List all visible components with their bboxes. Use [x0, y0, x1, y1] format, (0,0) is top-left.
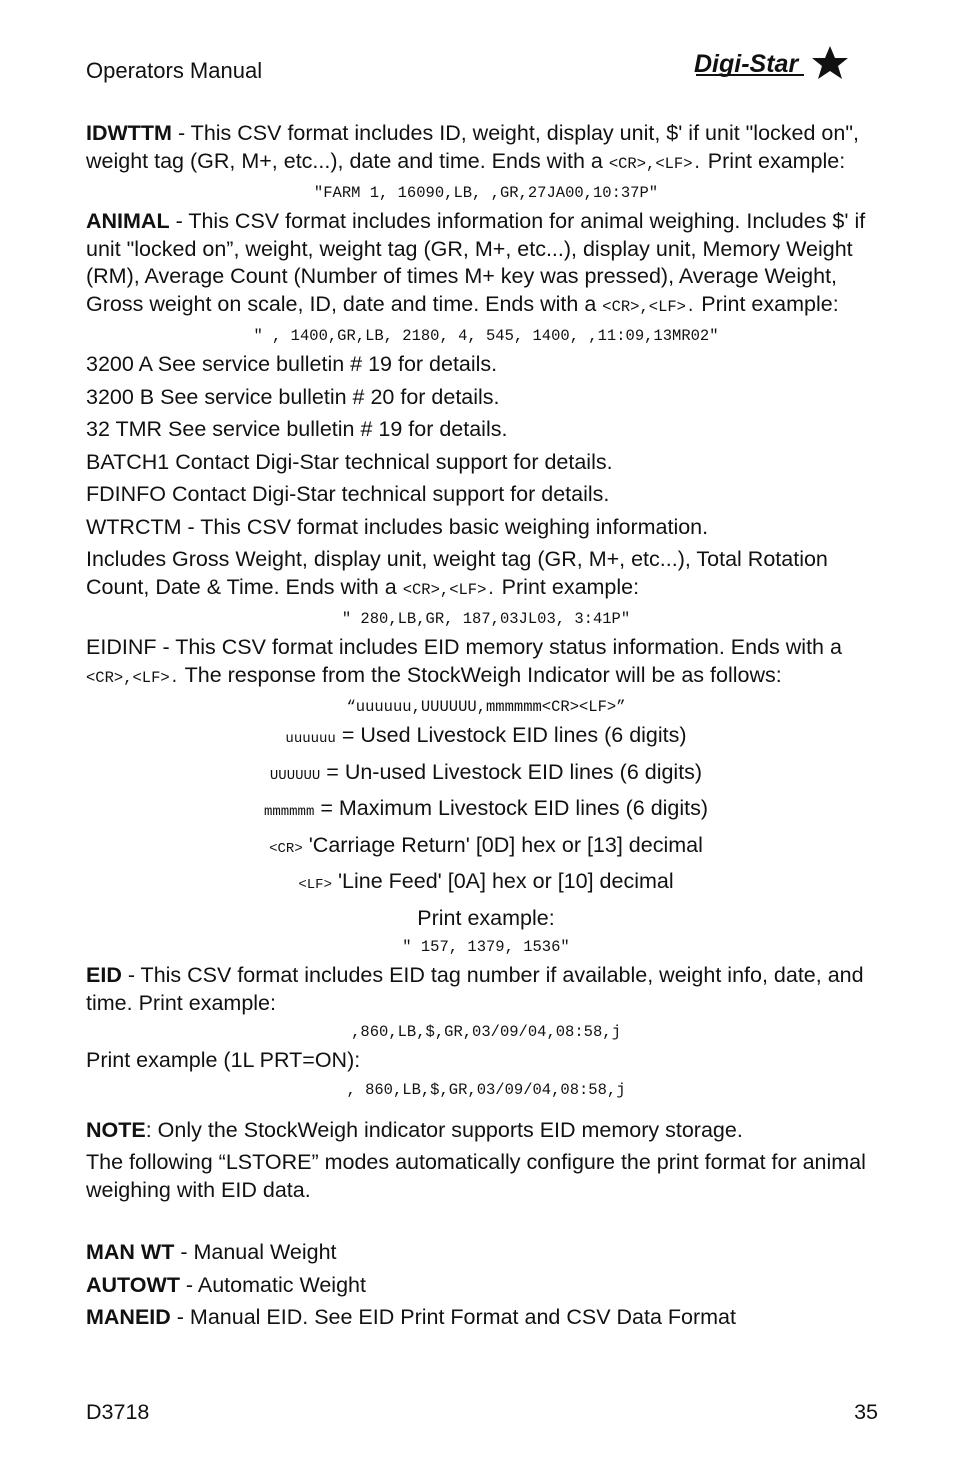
digi-star-logo	[692, 42, 852, 82]
eid-label-2: Print example (1L PRT=ON):	[86, 1048, 361, 1072]
footer-page-number: 35	[854, 1400, 878, 1424]
idwttm-paragraph: IDWTTM - This CSV format includes ID, weight, display unit, $' if unit "locked on", weight tag (GR, M+, etc...), date and time. Ends with a <CR>,<LF>. Print example:	[86, 121, 859, 173]
manual-page	[86, 0, 886, 1475]
footer-doc-id: D3718	[86, 1400, 150, 1424]
eidinf-def: uuuuuu = Used Livestock EID lines (6 digits)	[285, 723, 687, 747]
line-fdinfo: FDINFO Contact Digi-Star technical support for details.	[86, 482, 610, 506]
eidinf-def: mmmmmm = Maximum Livestock EID lines (6 digits)	[263, 796, 709, 820]
eid-paragraph: EID - This CSV format includes EID tag number if available, weight info, date, and time. Print example:	[86, 963, 864, 1015]
line-3200b: 3200 B See service bulletin # 20 for details.	[86, 384, 500, 409]
page-content	[86, 120, 886, 1337]
eidinf-format: “uuuuuu,UUUUUU,mmmmmm<CR><LF>”	[346, 698, 626, 716]
header-title: Operators Manual	[86, 58, 263, 83]
eid-example-1: ,860,LB,$,GR,03/09/04,08:58,j	[351, 1023, 621, 1041]
eid-example-2: , 860,LB,$,GR,03/09/04,08:58,j	[346, 1080, 626, 1099]
wtrctm-paragraph: Includes Gross Weight, display unit, weight tag (GR, M+, etc...), Total Rotation Count, Date & Time. Ends with a <CR>,<LF>. Print example:	[86, 547, 828, 599]
eidinf-print-label: Print example:	[417, 905, 555, 930]
star-icon	[812, 46, 848, 79]
idwttm-example: "FARM 1, 16090,LB, ,GR,27JA00,10:37P"	[313, 184, 659, 202]
note-term: NOTE	[86, 1117, 146, 1142]
lstore-paragraph: The following “LSTORE” modes automatically configure the print format for animal weighing with EID data.	[86, 1150, 866, 1202]
line-wtrctm: WTRCTM - This CSV format includes basic weighing information.	[86, 514, 709, 539]
eidinf-def: UUUUUU = Un-used Livestock EID lines (6 digits)	[269, 759, 703, 784]
note-paragraph: NOTE: Only the StockWeigh indicator supports EID memory storage.	[86, 1117, 743, 1142]
eidinf-example: " 157, 1379, 1536"	[402, 938, 570, 956]
animal-paragraph: ANIMAL - This CSV format includes information for animal weighing. Includes $' if unit "locked on”, weight, weight tag (GR, M+, etc...), display unit, Memory Weight (RM), Average Count (Number of times M+ key was pressed), Average Weight, Gross weight on scale, ID, date and time. Ends with a <CR>,<LF>. Print example:	[86, 209, 866, 316]
mode-maneid: MANEID - Manual EID. See EID Print Format and CSV Data Format	[86, 1305, 736, 1329]
wtrctm-example: " 280,LB,GR, 187,03JL03, 3:41P"	[341, 610, 631, 628]
eidinf-paragraph: EIDINF - This CSV format includes EID memory status information. Ends with a <CR>,<LF>. The response from the StockWeigh Indicator will be as follows:	[86, 635, 842, 687]
animal-example: " , 1400,GR,LB, 2180, 4, 545, 1400, ,11:09,13MR02"	[253, 327, 719, 345]
mode-autowt: AUTOWT - Automatic Weight	[86, 1272, 366, 1297]
eid-term: EID	[86, 963, 122, 987]
line-32tmr: 32 TMR See service bulletin # 19 for details.	[86, 417, 508, 441]
animal-term: ANIMAL	[86, 209, 170, 233]
mode-man-wt: MAN WT - Manual Weight	[86, 1240, 337, 1264]
idwttm-term: IDWTTM	[86, 121, 172, 145]
line-batch1: BATCH1 Contact Digi-Star technical support for details.	[86, 449, 613, 474]
eidinf-def: <LF> 'Line Feed' [0A] hex or [10] decimal	[298, 869, 674, 893]
eidinf-def: <CR> 'Carriage Return' [0D] hex or [13] decimal	[269, 832, 703, 857]
line-3200a: 3200 A See service bulletin # 19 for details.	[86, 352, 498, 376]
logo-wordmark: Digi-Star	[694, 50, 799, 78]
